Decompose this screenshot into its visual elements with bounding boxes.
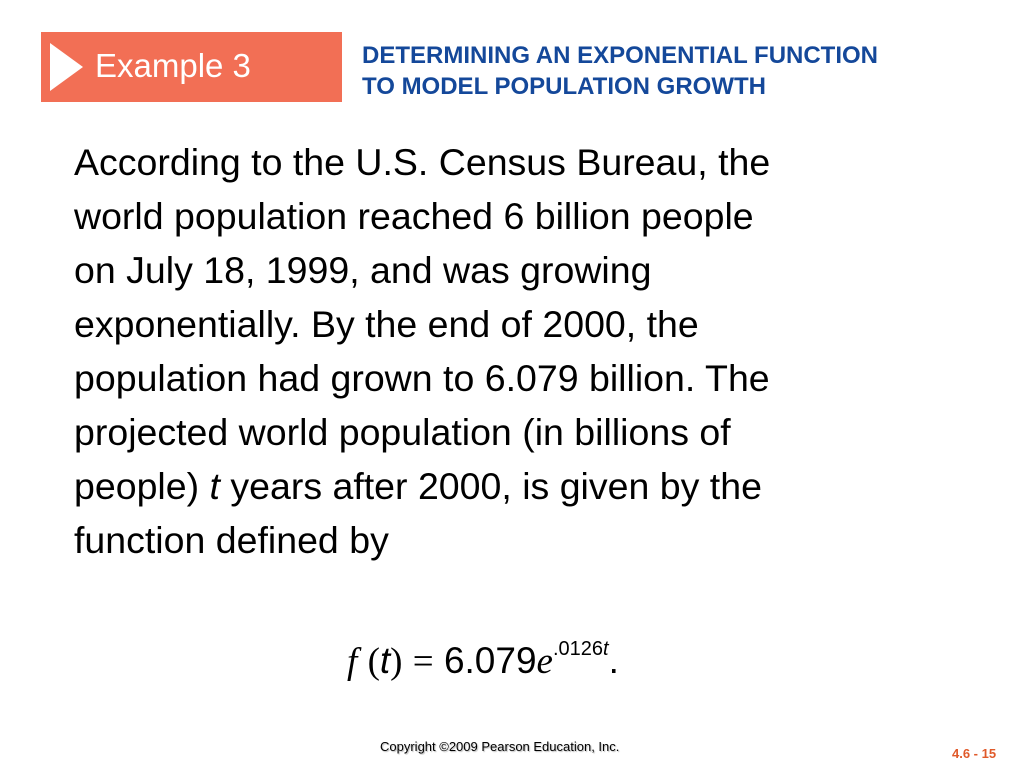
heading-line-2: TO MODEL POPULATION GROWTH <box>362 73 766 100</box>
formula-period: . <box>608 640 619 681</box>
variable-t: t <box>209 465 220 507</box>
formula-exponent-value: .0126 <box>552 638 604 660</box>
formula-exponent <box>553 638 609 660</box>
example-label: Example 3 <box>95 47 251 84</box>
formula-close-paren: ) <box>390 641 403 682</box>
population-formula <box>347 640 619 690</box>
body-line-2: world population reached 6 billion people <box>74 195 754 237</box>
body-line-7-end: years after 2000, is given by the <box>219 465 762 507</box>
example-badge <box>41 32 342 102</box>
body-line-3: on July 18, 1999, and was growing <box>74 249 652 291</box>
slide-number: 4.6 - 15 <box>952 746 997 761</box>
formula-variable: t <box>379 640 391 681</box>
body-line-5: population had grown to 6.079 billion. The <box>74 357 770 399</box>
body-paragraph <box>74 135 974 567</box>
slide-heading <box>362 40 1002 102</box>
body-line-7 <box>74 459 974 513</box>
formula-function-name: f <box>347 641 358 682</box>
formula-equals: = <box>412 641 434 682</box>
body-line-4: exponentially. By the end of 2000, the <box>74 303 699 345</box>
formula-open-paren: ( <box>367 641 380 682</box>
copyright-notice: Copyright ©2009 Pearson Education, Inc. <box>380 739 620 754</box>
formula-base-e: e <box>536 641 553 682</box>
formula-exponent-variable: t <box>603 638 609 660</box>
body-line-1: According to the U.S. Census Bureau, the <box>74 141 771 183</box>
body-line-8: function defined by <box>74 519 389 561</box>
heading-line-1: DETERMINING AN EXPONENTIAL FUNCTION <box>362 42 879 69</box>
formula-coefficient: 6.079 <box>443 640 537 681</box>
play-arrow-icon <box>50 43 83 91</box>
body-line-6: projected world population (in billions of <box>74 411 731 453</box>
body-line-7-start: people) <box>74 465 210 507</box>
